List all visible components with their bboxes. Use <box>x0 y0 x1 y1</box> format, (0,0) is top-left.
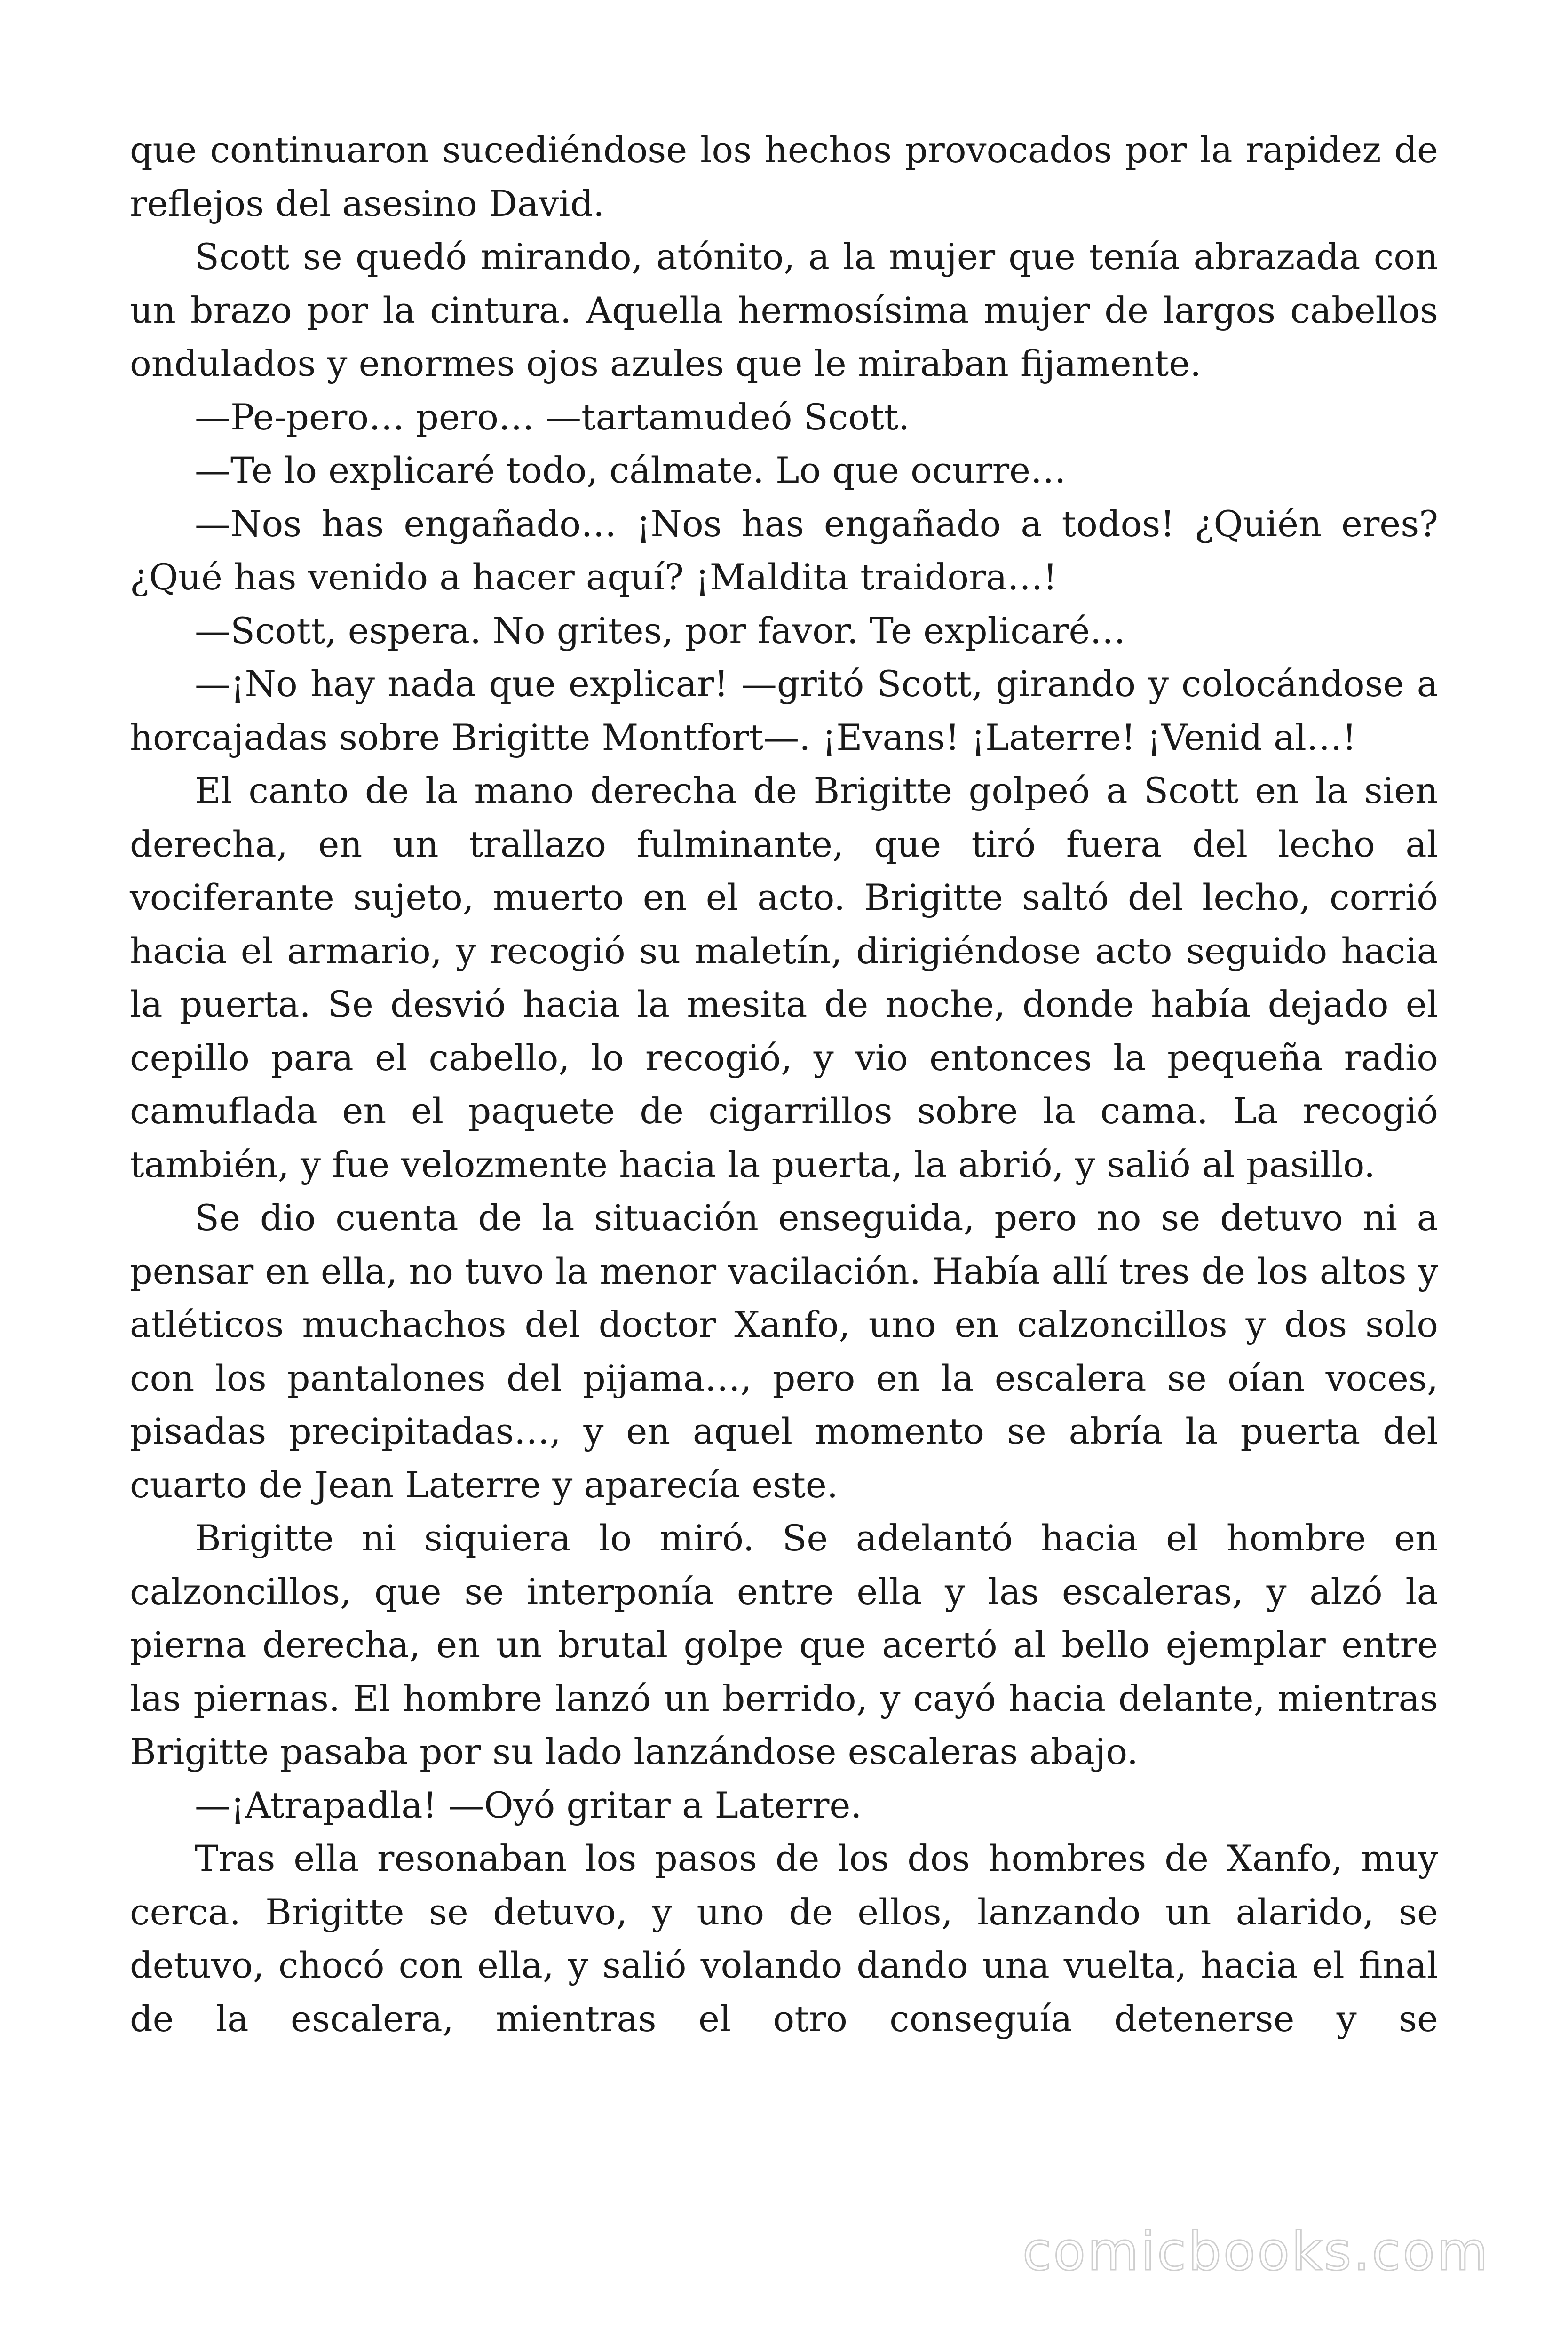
dialogue-line: —¡Atrapadla! —Oyó gritar a Laterre. <box>195 1784 862 1826</box>
body-text <box>130 123 1438 2045</box>
paragraph-continuation: que continuaron sucediéndose los hechos provocados por la rapidez de reflejos del asesino David. <box>130 129 1438 224</box>
dialogue-line: —¡No hay nada que explicar! —gritó Scott, girando y colocándose a horcajadas sobre Brigitte Montfort—. ¡Evans! ¡Laterre! ¡Venid al…! <box>130 663 1438 758</box>
paragraph-brigitte-strikes: El canto de la mano derecha de Brigitte golpeó a Scott en la sien derecha, en un trallazo fulminante, que tiró fuera del lecho al vociferante sujeto, muerto en el acto. Brigitte saltó del lecho, corrió hacia el armario, y recogió su maletín, dirigiéndose acto seguido hacia la puerta. Se desvió hacia la mesita de noche, donde había dejado el cepillo para el cabello, lo recogió, y vio entonces la pequeña radio camuflada en el paquete de cigarrillos sobre la cama. La recogió también, y fue velozmente hacia la puerta, la abrió, y salió al pasillo. <box>130 770 1438 1185</box>
paragraph-scott-stares: Scott se quedó mirando, atónito, a la mujer que tenía abrazada con un brazo por la cintura. Aquella hermosísima mujer de largos cabellos ondulados y enormes ojos azules que le miraban fijamente. <box>130 236 1438 384</box>
dialogue-line: —Scott, espera. No grites, por favor. Te explicaré… <box>195 609 1126 652</box>
paragraph-brigitte-advances: Brigitte ni siquiera lo miró. Se adelantó hacia el hombre en calzoncillos, que se interponía entre ella y las escaleras, y alzó la pierna derecha, en un brutal golpe que acertó al bello ejemplar entre las piernas. El hombre lanzó un berrido, y cayó hacia delante, mientras Brigitte pasaba por su lado lanzándose escaleras abajo. <box>130 1517 1438 1772</box>
dialogue-line: —Pe-pero… pero… —tartamudeó Scott. <box>195 396 910 438</box>
dialogue-line: —Te lo explicaré todo, cálmate. Lo que ocurre… <box>195 449 1067 491</box>
paragraph-stairs-chase: Tras ella resonaban los pasos de los dos hombres de Xanfo, muy cerca. Brigitte se detuvo, y uno de ellos, lanzando un alarido, se detuvo, chocó con ella, y salió volando dando una vuelta, hacia el final de la escalera, mientras el otro conseguía detenerse y se <box>130 1837 1438 2040</box>
watermark: comicbooks.com <box>1022 2221 1490 2282</box>
dialogue-line: —Nos has engañado… ¡Nos has engañado a todos! ¿Quién eres? ¿Qué has venido a hacer aquí? ¡Maldita traidora…! <box>130 502 1438 598</box>
paragraph-situation: Se dio cuenta de la situación enseguida, pero no se detuvo ni a pensar en ella, no tuvo la menor vacilación. Había allí tres de los altos y atléticos muchachos del doctor Xanfo, uno en calzoncillos y dos solo con los pantalones del pijama…, pero en la escalera se oían voces, pisadas precipitadas…, y en aquel momento se abría la puerta del cuarto de Jean Laterre y aparecía este. <box>130 1197 1438 1506</box>
